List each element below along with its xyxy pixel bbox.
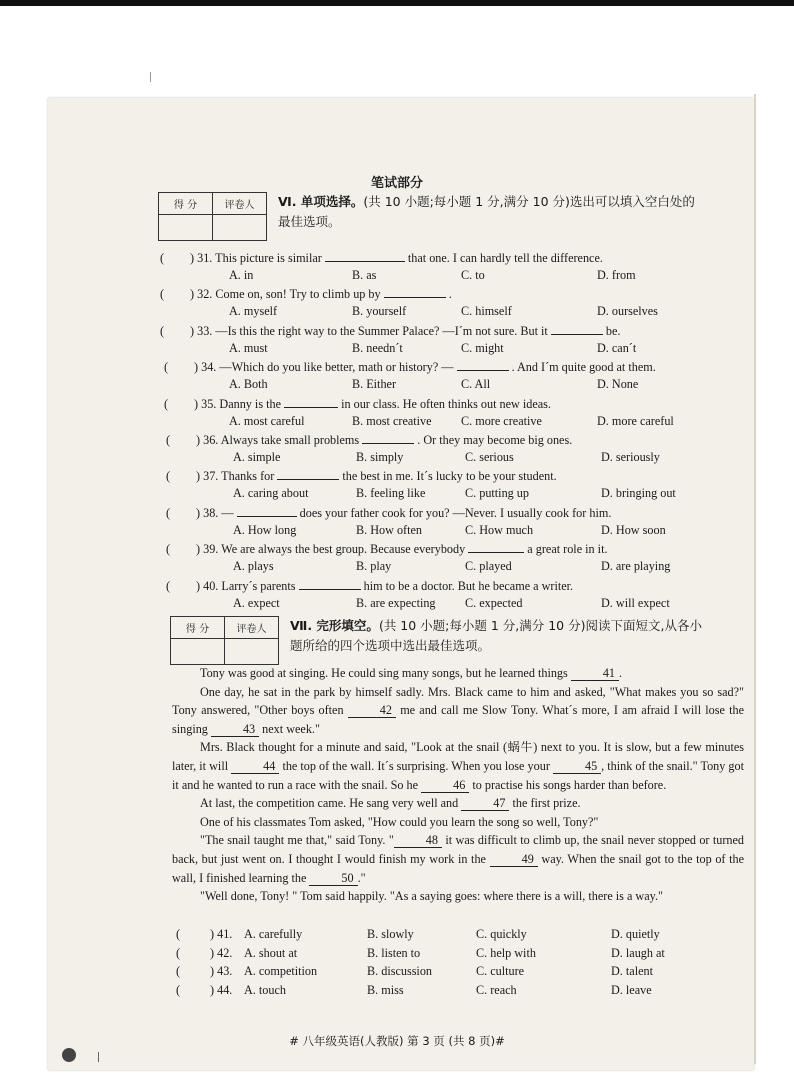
answer-bracket[interactable]: ( (166, 578, 171, 593)
answer-blank (457, 359, 509, 371)
option-d: D. bringing out (601, 486, 676, 501)
answer-blank (362, 432, 414, 444)
paragraph-7: "Well done, Tony! " Tom said happily. "As a saying goes: where there is a will, there is a way." (200, 889, 663, 904)
option-c: C. quickly (476, 927, 527, 941)
option-c: C. culture (476, 964, 525, 979)
answer-bracket[interactable]: ( (166, 542, 171, 557)
answer-bracket[interactable]: ( (164, 396, 169, 411)
paragraph-3: Mrs. Black thought for a minute and said, "Look at the snail (蜗牛) next to you. It is slow, but a few minutes later, it will 44 the top of the wall. It´s surprising. When you lose your 45 , think of the snail." Tony got it and he wanted to run a race with the snail. So he 46 to practise his songs harder than before. (172, 740, 745, 792)
option-c: C. played (465, 559, 512, 574)
paragraph-6: "The snail taught me that," said Tony. " 48 it was difficult to climb up, the snail never stopped or turned back, but just went on. I thought I would finish my work in the 49 way. When the snail got to the top of the wall, I finished learning the 50 ." (172, 833, 745, 885)
option-b: B. are expecting (356, 595, 436, 610)
reviewer-cell (213, 215, 267, 241)
question-number: ) 32. (190, 287, 213, 302)
option-d: D. more careful (597, 413, 674, 428)
option-a: A. myself (229, 304, 278, 319)
option-a: A. plays (233, 559, 274, 574)
answer-bracket[interactable]: ( (176, 945, 181, 960)
blank-41: 41 (571, 666, 619, 681)
option-c: C. serious (465, 450, 514, 464)
question-text-before: Danny is the (219, 396, 281, 411)
answer-bracket[interactable]: ( (160, 323, 165, 338)
option-b: B. simply (356, 450, 404, 464)
section7-instruction-2: 题所给的四个选项中选出最佳选项。 (290, 638, 491, 653)
option-a: A. caring about (233, 486, 309, 501)
reviewer-label: 评卷人 (213, 193, 267, 215)
answer-bracket[interactable]: ( (176, 982, 181, 997)
question-40 (166, 578, 573, 594)
question-number: ) 38. (196, 505, 219, 520)
question-number: ) 31. (190, 251, 213, 265)
option-c: C. himself (461, 304, 512, 319)
question-text-before: We are always the best group. Because everybody (221, 542, 466, 557)
question-number: ) 36. (196, 433, 219, 447)
option-b: B. as (352, 268, 377, 282)
question-number: ) 33. (190, 323, 213, 338)
paragraph-5: One of his classmates Tom asked, "How could you learn the song so well, Tony?" (200, 814, 599, 829)
question-text-after: be. (605, 323, 621, 338)
page-title: 笔试部分 (370, 176, 423, 191)
question-text-after: . (448, 287, 452, 302)
question-text-after: does your father cook for you? —Never. I usually cook for him. (299, 505, 612, 520)
option-b: B. needn´t (352, 340, 403, 355)
question-34 (164, 359, 656, 375)
question-number: ) 35. (194, 396, 217, 411)
option-a: A. in (229, 268, 254, 282)
question-text-after: a great role in it. (527, 542, 608, 557)
option-d: D. laugh at (611, 945, 665, 960)
question-text-before: Always take small problems (220, 433, 360, 447)
answer-bracket[interactable]: ( (166, 433, 171, 447)
option-d: D. are playing (601, 559, 671, 574)
question-text-before: Thanks for (221, 469, 275, 484)
option-a: A. must (229, 340, 268, 355)
option-d: D. leave (611, 982, 652, 997)
reviewer-cell (225, 639, 279, 665)
question-number: ) 44. (210, 982, 233, 997)
paragraph-4: At last, the competition came. He sang very well and 47 the first prize. (200, 796, 581, 811)
section6-instruction-1: (共 10 小题;每小题 1 分,满分 10 分)选出可以填入空白处的 (363, 194, 695, 209)
paragraph-1: Tony was good at singing. He could sing many songs, but he learned things 41 . (200, 666, 623, 680)
answer-blank (299, 578, 361, 590)
option-a: A. touch (244, 982, 286, 997)
question-text-before: Come on, son! Try to climb up by (215, 287, 381, 302)
answer-blank (325, 250, 405, 262)
answer-bracket[interactable]: ( (160, 287, 165, 302)
option-c: C. to (461, 268, 485, 282)
option-c: C. How much (465, 522, 534, 537)
option-a: A. How long (233, 522, 297, 537)
option-c: C. All (461, 377, 491, 392)
question-number: ) 39. (196, 542, 219, 557)
option-b: B. play (356, 559, 392, 574)
option-b: B. most creative (352, 413, 432, 428)
question-number: ) 41. (210, 927, 233, 941)
option-a: A. simple (233, 450, 281, 464)
question-32 (160, 286, 452, 302)
score-label: 得 分 (171, 617, 225, 639)
option-c: C. putting up (465, 486, 529, 501)
option-b: B. listen to (367, 945, 421, 960)
option-d: D. seriously (601, 450, 660, 464)
question-number: ) 37. (196, 469, 219, 484)
option-d: D. from (597, 268, 636, 282)
answer-bracket[interactable]: ( (176, 927, 181, 941)
option-b: B. How often (356, 522, 423, 537)
answer-bracket[interactable]: ( (166, 469, 171, 484)
score-box-section7 (170, 616, 279, 665)
page-footer: # 八年级英语(人教版) 第 3 页 (共 8 页)# (289, 1034, 505, 1048)
question-text-before: This picture is similar (215, 251, 322, 265)
answer-blank (468, 541, 524, 553)
option-a: A. carefully (244, 927, 303, 941)
question-text-after: him to be a doctor. But he became a writer. (363, 578, 574, 593)
answer-bracket[interactable]: ( (176, 964, 181, 979)
answer-bracket[interactable]: ( (166, 505, 171, 520)
section7-instruction-1: (共 10 小题;每小题 1 分,满分 10 分)阅读下面短文,从各小 (378, 618, 702, 633)
question-text-after: . Or they may become big ones. (417, 433, 573, 447)
scan-mark (150, 72, 151, 82)
question-text-after: that one. I can hardly tell the difference. (407, 251, 603, 265)
option-d: D. How soon (601, 522, 666, 537)
score-cell (171, 639, 225, 665)
option-b: B. discussion (367, 964, 433, 979)
question-number: ) 40. (196, 578, 219, 593)
question-31 (160, 250, 603, 266)
option-c: C. more creative (461, 413, 542, 428)
option-a: A. competition (244, 964, 318, 979)
option-b: B. Either (352, 377, 397, 392)
section6-header (278, 192, 738, 232)
blank-42: 42 (348, 703, 396, 718)
question-39 (166, 541, 608, 557)
option-b: B. slowly (367, 927, 414, 941)
option-d: D. talent (611, 964, 653, 979)
section6-instruction-2: 最佳选项。 (278, 214, 341, 229)
option-d: D. quietly (611, 927, 660, 941)
answer-bracket[interactable]: ( (160, 251, 165, 265)
question-text-before: —Which do you like better, math or history? — (219, 360, 454, 375)
paper-edge (754, 94, 756, 1064)
blank-49: 49 (490, 852, 538, 867)
option-a: A. expect (233, 595, 280, 610)
option-c: C. expected (465, 595, 523, 610)
score-cell (159, 215, 213, 241)
option-b: B. yourself (352, 304, 407, 319)
option-c: C. help with (476, 945, 536, 960)
answer-bracket[interactable]: ( (164, 360, 169, 375)
question-36 (166, 432, 572, 448)
scan-dot (62, 1048, 76, 1062)
question-number: ) 43. (210, 964, 233, 979)
question-text-after: the best in me. It´s lucky to be your student. (342, 469, 557, 484)
option-b: B. miss (367, 982, 404, 997)
option-d: D. will expect (601, 595, 670, 610)
score-label: 得 分 (159, 193, 213, 215)
question-text-after: . And I´m quite good at them. (511, 360, 656, 375)
question-text-before: — (221, 505, 234, 520)
blank-43: 43 (211, 722, 259, 737)
answer-blank (551, 323, 603, 335)
question-text-before: —Is this the right way to the Summer Palace? —I´m not sure. But it (215, 323, 548, 338)
scan-top-border (0, 0, 794, 6)
section7-heading: Ⅶ. 完形填空。 (290, 618, 379, 633)
option-a: A. Both (229, 377, 268, 392)
question-text-before: Larry´s parents (221, 578, 296, 593)
question-number: ) 42. (210, 945, 233, 960)
option-d: D. ourselves (597, 304, 658, 319)
option-c: C. might (461, 340, 504, 355)
blank-50: 50 (309, 871, 357, 886)
option-d: D. None (597, 377, 639, 392)
question-38 (166, 505, 611, 521)
scan-mark (98, 1052, 99, 1062)
question-35 (164, 396, 551, 412)
question-37 (166, 468, 557, 484)
score-box-section6 (158, 192, 267, 241)
question-text-after: in our class. He often thinks out new ideas. (341, 396, 551, 411)
option-a: A. most careful (229, 413, 305, 428)
question-33 (160, 323, 620, 339)
answer-blank (277, 468, 339, 480)
section7-header (290, 616, 746, 656)
question-number: ) 34. (194, 360, 217, 375)
reviewer-label: 评卷人 (225, 617, 279, 639)
blank-45: 45 (553, 759, 601, 774)
option-c: C. reach (476, 982, 517, 997)
blank-47: 47 (461, 796, 509, 811)
answer-blank (284, 396, 338, 408)
blank-44: 44 (231, 759, 279, 774)
answer-blank (384, 286, 446, 298)
blank-48: 48 (394, 833, 442, 848)
option-b: B. feeling like (356, 486, 426, 501)
blank-46: 46 (421, 778, 469, 793)
answer-blank (237, 505, 297, 517)
cloze-passage (172, 664, 744, 906)
section6-heading: Ⅵ. 单项选择。 (278, 194, 364, 209)
paragraph-2: One day, he sat in the park by himself sadly. Mrs. Black came to him and asked, "What makes you so sad?" Tony answered, "Other boys often 42 me and call me Slow Tony. What´s more, I am afraid I will lose the singing 43 next week." (172, 684, 745, 736)
option-d: D. can´t (597, 340, 637, 355)
option-a: A. shout at (244, 945, 298, 960)
